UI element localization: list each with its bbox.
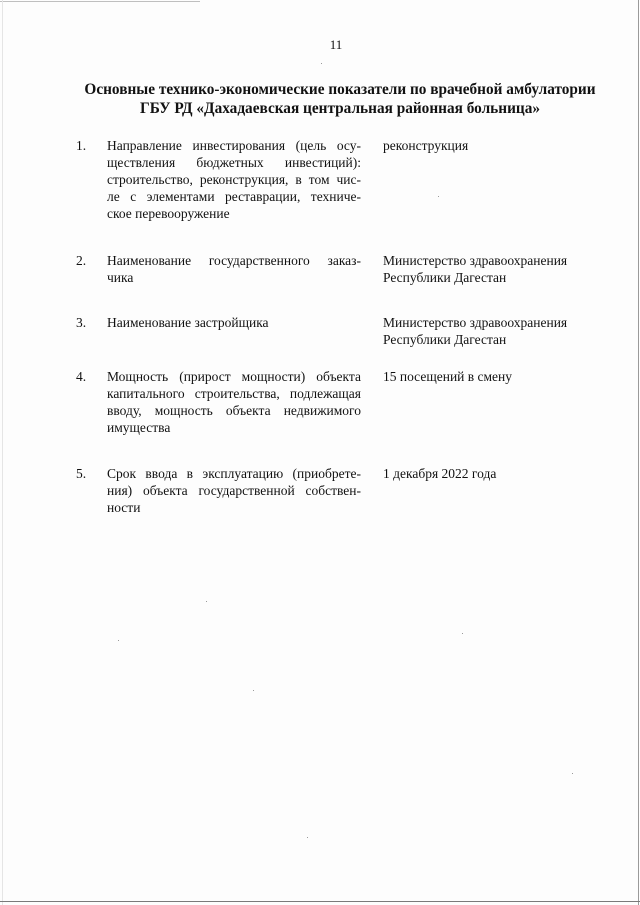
item-label-line: ществления бюджетных инвестиций):: [107, 155, 361, 170]
item-number: 3.: [76, 315, 87, 330]
document-title: [70, 80, 610, 118]
item-label: [107, 368, 361, 436]
scan-speck: [307, 837, 308, 838]
item-label-line: Направление инвестирования (цель осу-: [107, 138, 361, 153]
item-value-line: реконструкция: [383, 138, 469, 153]
scan-edge-left: [2, 0, 3, 905]
item-label-line: ности: [107, 500, 141, 515]
item-value: [383, 465, 603, 482]
item-value: [383, 137, 603, 154]
item-value: [383, 368, 603, 385]
item-number: 4.: [76, 369, 87, 384]
scan-speck: [321, 63, 322, 64]
item-value-line: Республики Дагестан: [383, 332, 507, 347]
item-label: [107, 252, 361, 286]
item-label-line: ское перевооружение: [107, 206, 230, 221]
title-line-1: Основные технико-экономические показатели по врачебной амбулатории: [84, 81, 596, 98]
page-number: 11: [329, 37, 343, 52]
item-label-line: вводу, мощность объекта недвижимого: [107, 403, 361, 418]
item-value-line: 1 декабря 2022 года: [383, 466, 497, 481]
item-label: [107, 137, 361, 222]
item-number: 5.: [76, 466, 87, 481]
item-number: 2.: [76, 253, 87, 268]
item-label-line: Наименование застройщика: [107, 315, 269, 330]
scan-speck: [118, 640, 119, 641]
item-label: [107, 465, 361, 516]
item-label-line: Мощность (прирост мощности) объекта: [107, 369, 361, 384]
scan-speck: [253, 690, 254, 691]
item-label-line: капитального строительства, подлежащая: [107, 386, 361, 401]
item-label-line: имущества: [107, 420, 171, 435]
item-label-line: чика: [107, 270, 134, 285]
scan-speck: [438, 196, 439, 197]
item-value: [383, 314, 603, 348]
scan-edge-right: [638, 0, 639, 905]
item-value-line: 15 посещений в смену: [383, 369, 513, 384]
scan-speck: [572, 773, 573, 774]
item-value: [383, 252, 603, 286]
item-label-line: строительство, реконструкция, в том чис-: [107, 172, 361, 187]
scan-edge-bottom: [0, 901, 640, 902]
item-value-line: Министерство здравоохранения: [383, 315, 568, 330]
item-number: 1.: [76, 138, 87, 153]
item-label: [107, 314, 361, 331]
scan-edge-top: [0, 1, 200, 2]
item-value-line: Министерство здравоохранения: [383, 253, 568, 268]
item-label-line: Наименование государственного заказ-: [107, 253, 361, 268]
item-label-line: ния) объекта государственной собствен-: [107, 483, 361, 498]
item-label-line: Срок ввода в эксплуатацию (приобрете-: [107, 466, 361, 481]
item-value-line: Республики Дагестан: [383, 270, 507, 285]
scan-speck: [462, 633, 463, 634]
scan-speck: [206, 601, 207, 602]
item-label-line: ле с элементами реставрации, техниче-: [107, 189, 361, 204]
title-line-2: ГБУ РД «Дахадаевская центральная районная больница»: [139, 100, 540, 117]
